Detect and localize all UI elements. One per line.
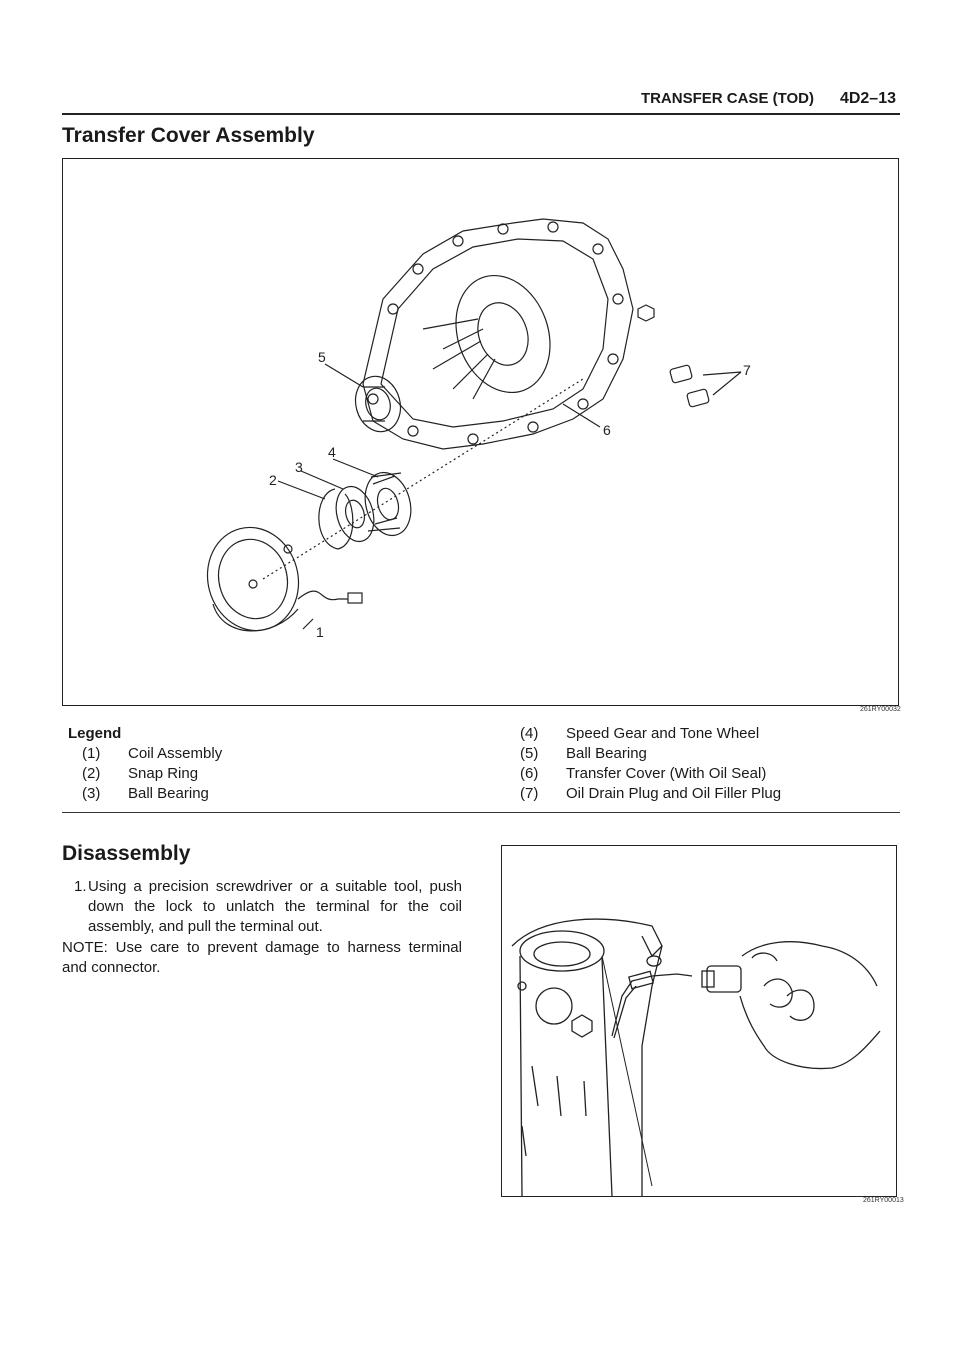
figure2-code: 261RY00013 (863, 1197, 904, 1204)
legend-right-column (520, 724, 781, 804)
connector (707, 966, 741, 992)
header-rule (62, 113, 900, 115)
section-title: Transfer Cover Assembly (62, 124, 315, 147)
terminal-removal-figure (501, 845, 897, 1197)
callout-6: 6 (603, 422, 611, 438)
figure1-code: 261RY00032 (860, 706, 901, 713)
legend-item: (3) Ball Bearing (82, 785, 209, 802)
legend-title: Legend (68, 725, 122, 742)
callout-7: 7 (743, 362, 751, 378)
terminal-removal-drawing (502, 846, 896, 1196)
legend-item: (6) Transfer Cover (With Oil Seal) (520, 765, 767, 782)
legend-item: (1) Coil Assembly (82, 745, 223, 762)
ball-bearing-5-drawing (350, 371, 407, 436)
exploded-view-drawing (63, 159, 898, 705)
step-1 (74, 877, 462, 937)
legend-left-column (68, 724, 222, 804)
callout-4: 4 (328, 444, 336, 460)
page-header (62, 88, 900, 114)
disassembly-heading: Disassembly (62, 842, 191, 865)
ball-bearing-3-drawing (330, 482, 379, 545)
legend-divider (62, 812, 900, 813)
page-number: 4D2–13 (839, 90, 896, 107)
legend-item: (5) Ball Bearing (520, 745, 647, 762)
legend-item: (4) Speed Gear and Tone Wheel (520, 725, 760, 742)
exploded-view-figure (62, 158, 899, 706)
plug-7a-drawing (670, 365, 693, 384)
legend-item: (2) Snap Ring (82, 765, 199, 782)
legend-item: (7) Oil Drain Plug and Oil Filler Plug (520, 785, 782, 802)
transfer-cover-outline (363, 219, 633, 449)
step-1-text: Using a precision screwdriver or a suitable tool, push down the lock to unlatch the terminal for the coil assembly, and pull the terminal out. (88, 878, 462, 935)
note-text: NOTE: Use care to prevent damage to harness terminal and connector. (62, 939, 462, 976)
step-1-number: 1. (74, 878, 87, 895)
callout-3: 3 (295, 459, 303, 475)
coil-assembly-1-drawing (196, 517, 310, 641)
callout-5: 5 (318, 349, 326, 365)
callout-1: 1 (316, 624, 324, 640)
callout-2: 2 (269, 472, 277, 488)
transfer-cover-inner (381, 239, 608, 427)
hand-outline (742, 942, 877, 986)
section-name: TRANSFER CASE (TOD) (640, 90, 814, 107)
plug-7b-drawing (687, 389, 710, 408)
